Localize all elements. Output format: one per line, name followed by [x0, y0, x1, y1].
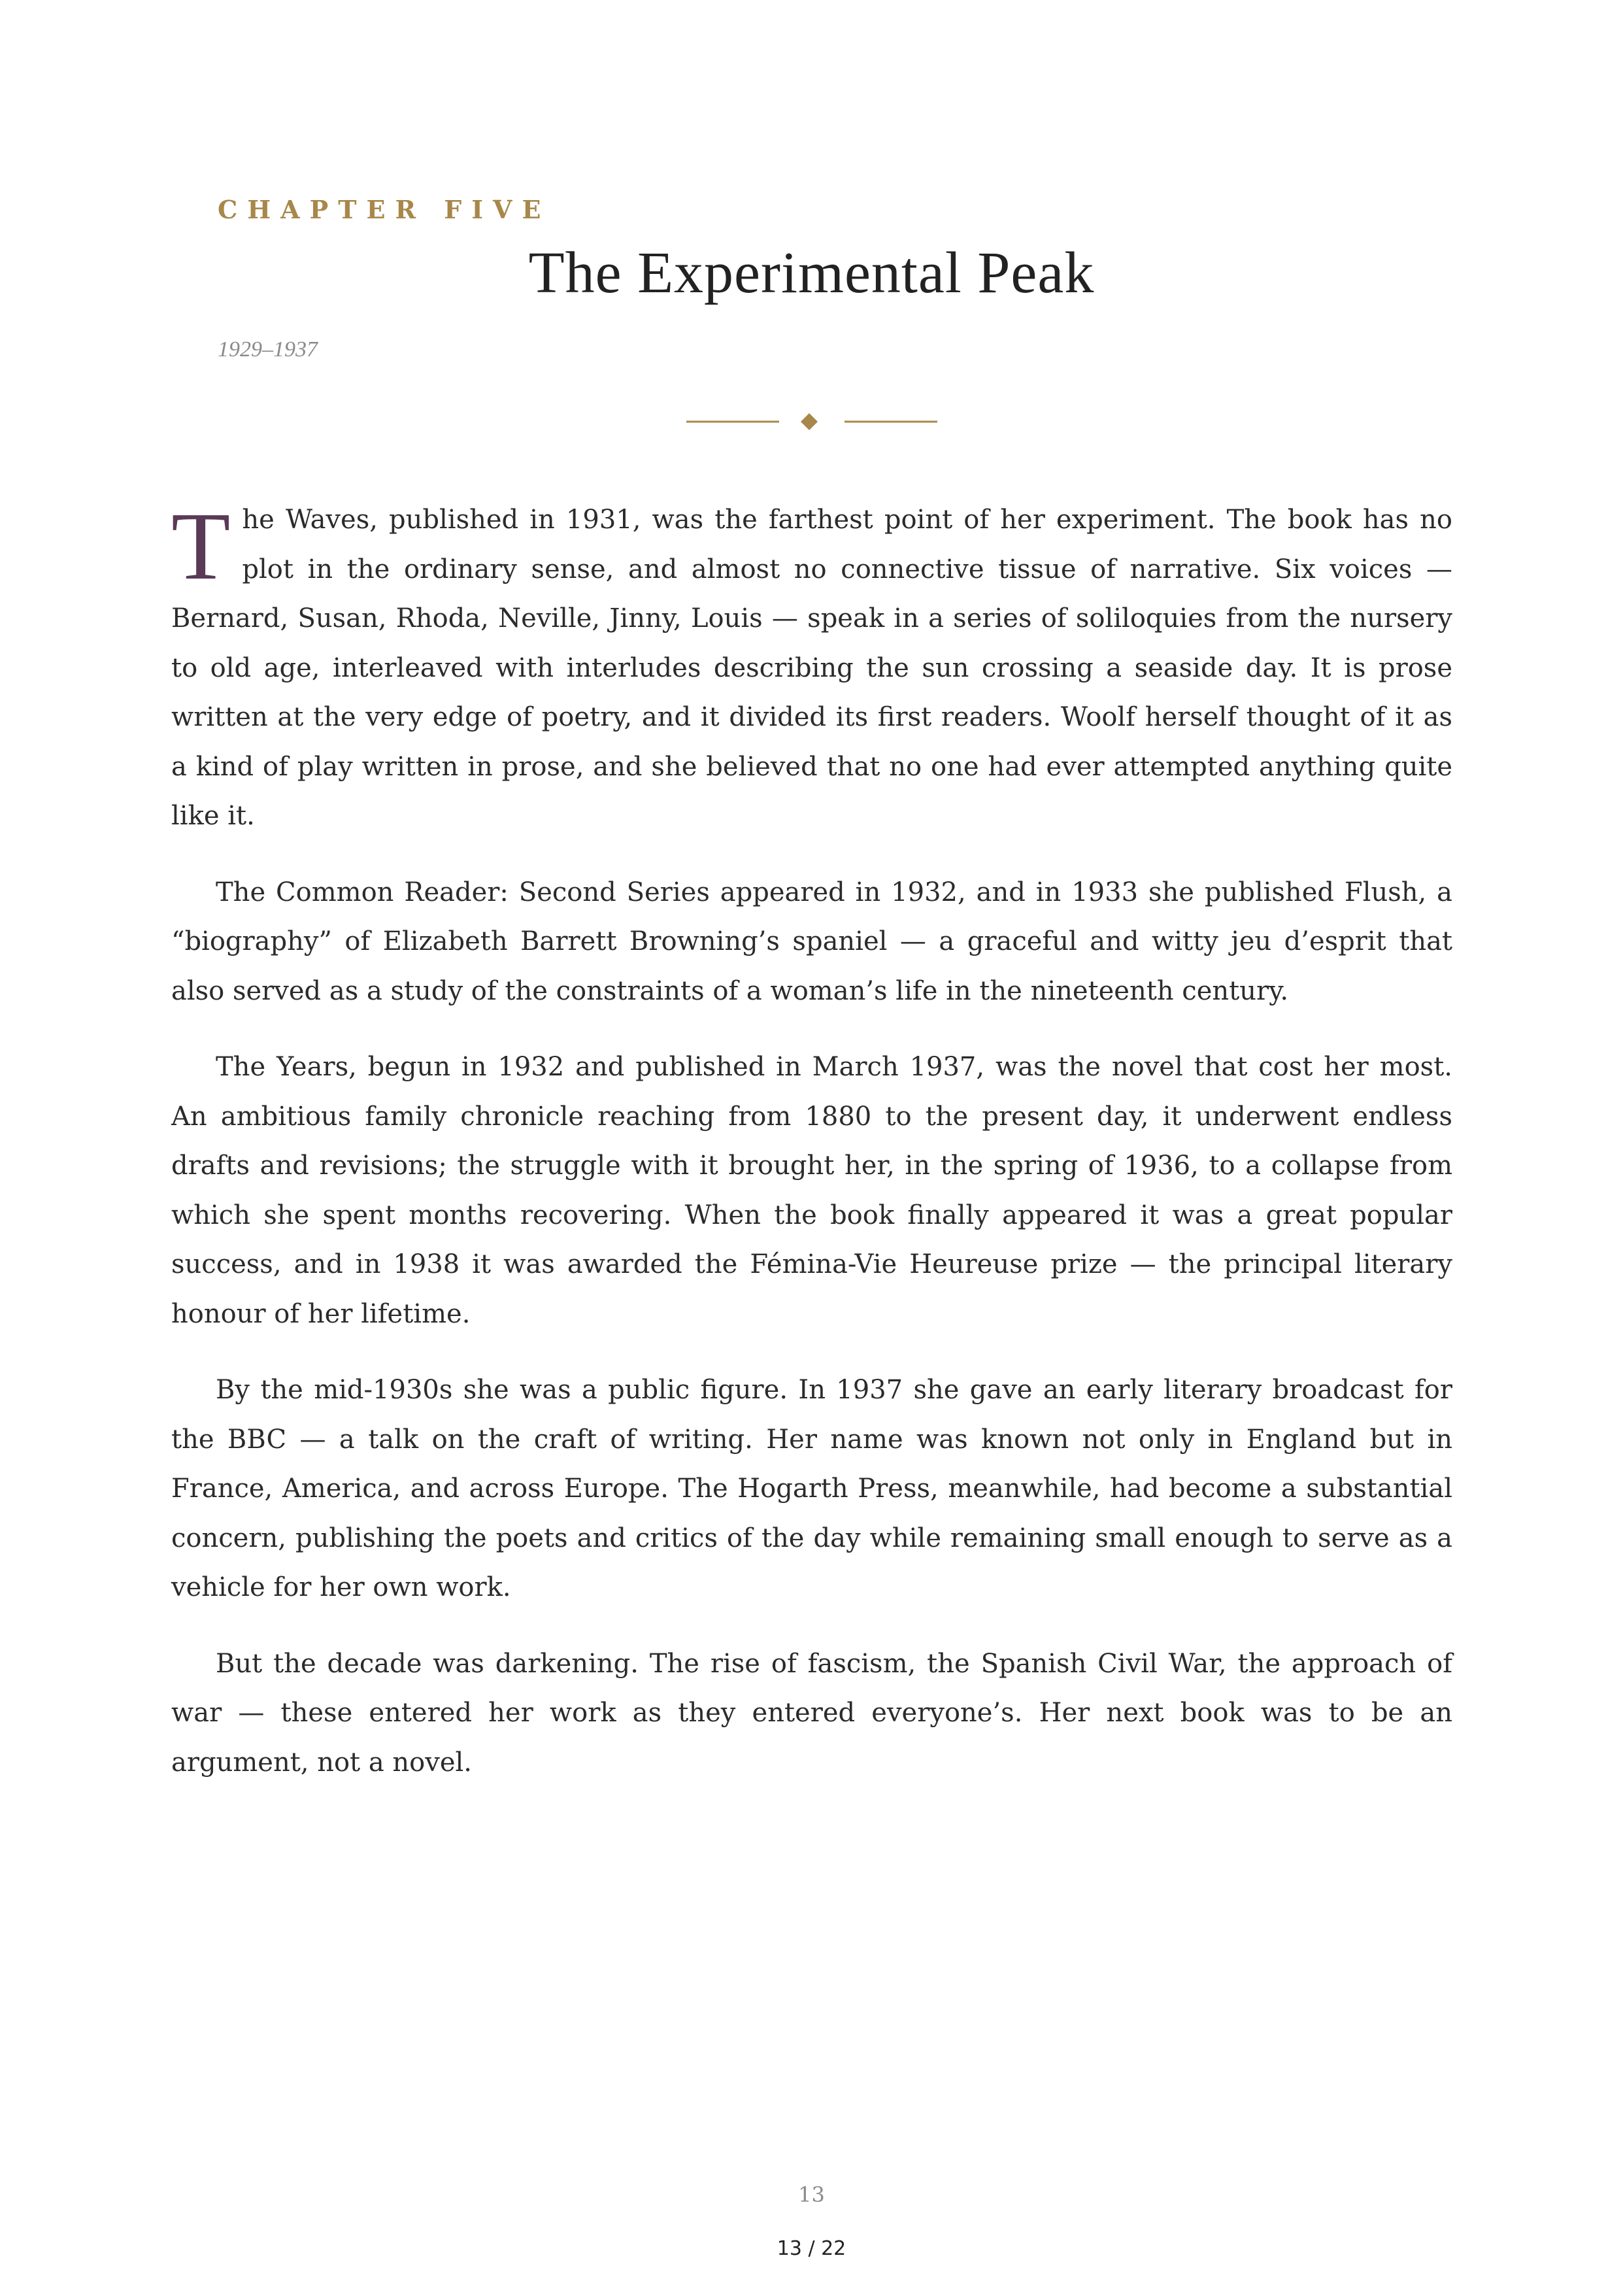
- chapter-body: [171, 493, 1452, 1814]
- chapter-label: CHAPTER FIVE: [218, 195, 551, 224]
- page-number: 13: [798, 2182, 825, 2207]
- paragraph-5: But the decade was darkening. The rise of fascism, the Spanish Civil War, the approach of war — these entered her work as they entered everyone’s. Her next book was to be an argument, not a novel.: [171, 1648, 1452, 1778]
- paragraph-2: The Common Reader: Second Series appeared in 1932, and in 1933 she published Flush, a “biography” of Elizabeth Barrett Browning’s spaniel — a graceful and witty jeu d’esprit that also served as a study of the constraints of a woman’s life in the nineteenth century.: [171, 877, 1452, 1006]
- paragraph-4: By the mid-1930s she was a public figure. In 1937 she gave an early literary broadcast for the BBC — a talk on the craft of writing. Her name was known not only in England but in France, America, and across Europe. The Hogarth Press, meanwhile, had become a substantial concern, publishing the poets and critics of the day while remaining small enough to serve as a vehicle for her own work.: [171, 1375, 1452, 1602]
- drop-cap: T: [171, 493, 231, 600]
- paragraph-1-text: he Waves, published in 1931, was the farthest point of her experiment. The book has no plot in the ordinary sense, and almost no connective tissue of narrative. Six voices — Bernard, Susan, Rhoda, Neville, Jinny, Louis — speak in a series of soliloquies from the nursery to old age, interleaved with interludes describing the sun crossing a seaside day. It is prose written at the very edge of poetry, and it divided its first readers. Woolf herself thought of it as a kind of play written in prose, and she believed that no one had ever attempted anything quite like it.: [171, 505, 1452, 831]
- diamond-divider-icon: [686, 405, 948, 438]
- chapter-dates: 1929–1937: [218, 337, 318, 362]
- paragraph-3: The Years, begun in 1932 and published in March 1937, was the novel that cost her most. An ambitious family chronicle reaching from 1880 to the present day, it underwent endless drafts and revisions; the struggle with it brought her, in the spring of 1936, to a collapse from which she spent months recovering. When the book finally appeared it was a great popular success, and in 1938 it was awarded the Fémina-Vie Heureuse prize — the principal literary honour of her lifetime.: [171, 1052, 1452, 1329]
- chapter-title: The Experimental Peak: [528, 241, 1095, 305]
- page-indicator: 13 / 22: [777, 2237, 846, 2260]
- paragraph-1: [171, 493, 1452, 841]
